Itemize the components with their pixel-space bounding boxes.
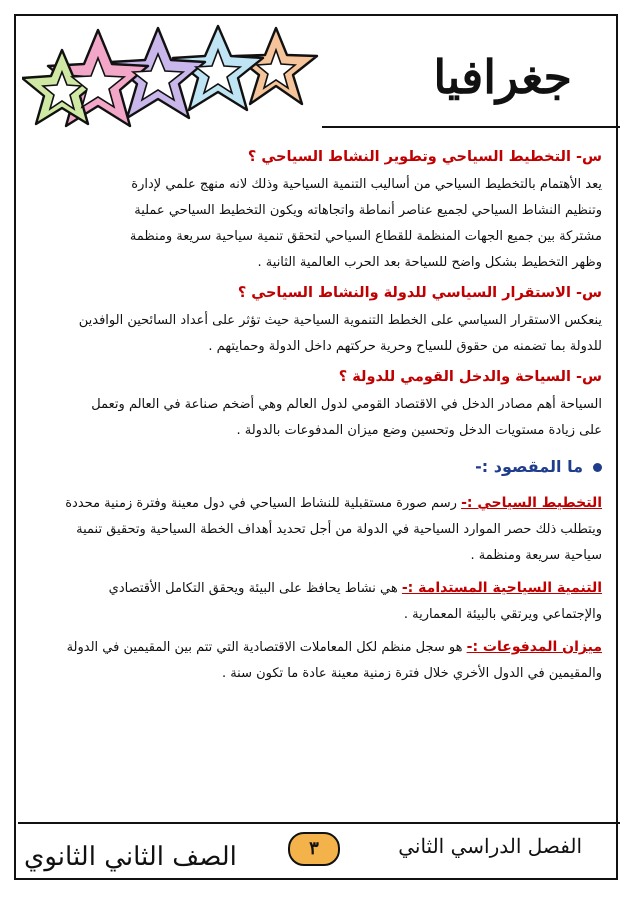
answer-line: وتنظيم النشاط السياحي لجميع عناصر أنماطة واتجاهاته ويكون التخطيط السياحي عملية (134, 203, 602, 218)
definition-first-line (40, 575, 602, 602)
answer-paragraph (40, 308, 602, 360)
footer-term: الفصل الدراسي الثاني (398, 834, 582, 858)
answer-line: للدولة بما تضمنه من حقوق للسياح وحرية حركتهم داخل الدولة وحمايتهم . (208, 339, 602, 354)
definition-text: هي نشاط يحافظ على البيئة ويحقق التكامل الأقتصادي (108, 581, 398, 596)
definition-first-line (40, 634, 602, 661)
answer-line: السياحة أهم مصادر الدخل في الاقتصاد القومي لدول العالم وهي أضخم صناعة في العالم وتعمل (91, 397, 602, 412)
definition-first-line (40, 490, 602, 517)
definition-block (40, 575, 602, 628)
definition-line: سياحية سريعة ومنظمة . (470, 548, 602, 563)
answer-line: على زيادة مستويات الدخل وتحسين وضع ميزان المدفوعات بالدولة . (236, 423, 602, 438)
bullet-icon (593, 463, 602, 472)
answer-line: ينعكس الاستقرار السياسي على الخطط التنموية السياحية حيث تؤثر على أعداد السائحين الوافدين (78, 313, 602, 328)
definition-term: التنمية السياحية المستدامة :- (401, 580, 602, 596)
page-footer (18, 826, 620, 876)
question-heading: س- التخطيط السياحي وتطوير النشاط السياحي ؟ (247, 149, 602, 165)
answer-line: وظهر التخطيط بشكل واضح للسياحة بعد الحرب العالمية الثانية . (257, 255, 602, 270)
definitions-heading-text: ما المقصود :- (475, 457, 583, 476)
answer-paragraph (40, 172, 602, 276)
footer-grade: الصف الثاني الثانوي (24, 842, 237, 872)
definition-block (40, 490, 602, 569)
definition-term: التخطيط السياحي :- (461, 495, 602, 511)
question-section (40, 278, 602, 360)
definition-line: والمقيمين في الدول الأخري خلال فترة زمنية معينة عادة ما تكون سنة . (221, 666, 602, 681)
answer-line: يعد الأهتمام بالتخطيط السياحي من أساليب التنمية السياحية وذلك لانه منهج علمي لإدارة (131, 177, 602, 192)
question-section (40, 142, 602, 276)
answer-line: مشتركة بين جميع الجهات المنظمة للقطاع السياحي لتحقق تنمية سياحية سريعة ومنظمة (129, 229, 602, 244)
question-heading: س- السياحة والدخل القومي للدولة ؟ (338, 369, 602, 385)
question-section (40, 362, 602, 444)
question-heading: س- الاستقرار السياسي للدولة والنشاط السياحي ؟ (237, 285, 602, 301)
definition-line: والإجتماعي ويرتقي بالبيئة المعمارية . (403, 607, 602, 622)
footer-rule (18, 822, 620, 824)
definition-term: ميزان المدفوعات :- (466, 639, 602, 655)
page-number-badge: ٣ (288, 832, 340, 866)
title-underline (322, 126, 620, 128)
main-content (40, 140, 602, 687)
definitions-heading (40, 450, 602, 484)
definition-text: هو سجل منظم لكل المعاملات الاقتصادية التي تتم بين المقيمين في الدولة (66, 640, 463, 655)
definition-block (40, 634, 602, 687)
definition-line: ويتطلب ذلك حصر الموارد السياحية في الدولة من أجل تحديد أهداف الخطة السياحية وتحقيق تنمية (76, 522, 602, 537)
answer-paragraph (40, 392, 602, 444)
definition-text: رسم صورة مستقبلية للنشاط السياحي في دول معينة وفترة زمنية محددة (65, 496, 457, 511)
page-title: جغرافيا (433, 50, 572, 104)
stars-decoration (22, 20, 322, 140)
